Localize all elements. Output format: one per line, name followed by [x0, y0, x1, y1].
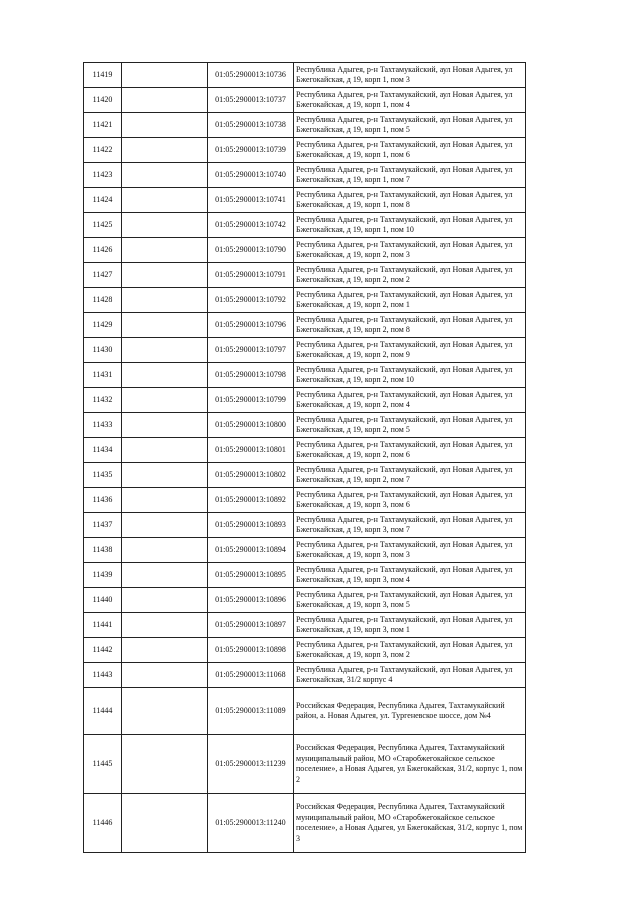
empty-cell	[122, 163, 208, 188]
empty-cell	[122, 488, 208, 513]
registry-table	[83, 62, 526, 853]
row-number-cell: 11446	[84, 794, 122, 853]
row-number-cell: 11433	[84, 413, 122, 438]
empty-cell	[122, 63, 208, 88]
row-number-cell: 11424	[84, 188, 122, 213]
row-number-cell: 11429	[84, 313, 122, 338]
address-cell: Республика Адыгея, р-н Тахтамукайский, аул Новая Адыгея, ул Бжегокайская, д 19, корп 1, пом 4	[294, 88, 526, 113]
address-cell: Республика Адыгея, р-н Тахтамукайский, аул Новая Адыгея, ул Бжегокайская, д 19, корп 3, пом 6	[294, 488, 526, 513]
cadastral-number-cell: 01:05:2900013:10802	[208, 463, 294, 488]
empty-cell	[122, 88, 208, 113]
table-row	[84, 438, 526, 463]
address-cell: Республика Адыгея, р-н Тахтамукайский, аул Новая Адыгея, ул Бжегокайская, д 19, корп 2, пом 7	[294, 463, 526, 488]
address-cell: Республика Адыгея, р-н Тахтамукайский, аул Новая Адыгея, ул Бжегокайская, д 19, корп 3, пом 5	[294, 588, 526, 613]
empty-cell	[122, 463, 208, 488]
row-number-cell: 11430	[84, 338, 122, 363]
row-number-cell: 11427	[84, 263, 122, 288]
address-cell: Республика Адыгея, р-н Тахтамукайский, аул Новая Адыгея, ул Бжегокайская, д 19, корп 2, пом 10	[294, 363, 526, 388]
address-cell: Республика Адыгея, р-н Тахтамукайский, аул Новая Адыгея, ул Бжегокайская, д 19, корп 1, пом 8	[294, 188, 526, 213]
cadastral-number-cell: 01:05:2900013:10801	[208, 438, 294, 463]
empty-cell	[122, 563, 208, 588]
address-cell: Республика Адыгея, р-н Тахтамукайский, аул Новая Адыгея, ул Бжегокайская, д 19, корп 1, пом 7	[294, 163, 526, 188]
cadastral-number-cell: 01:05:2900013:10738	[208, 113, 294, 138]
row-number-cell: 11419	[84, 63, 122, 88]
cadastral-number-cell: 01:05:2900013:10897	[208, 613, 294, 638]
row-number-cell: 11445	[84, 735, 122, 794]
row-number-cell: 11421	[84, 113, 122, 138]
table-row	[84, 588, 526, 613]
cadastral-number-cell: 01:05:2900013:10797	[208, 338, 294, 363]
empty-cell	[122, 138, 208, 163]
address-cell: Республика Адыгея, р-н Тахтамукайский, аул Новая Адыгея, ул Бжегокайская, д 19, корп 2, пом 3	[294, 238, 526, 263]
cadastral-number-cell: 01:05:2900013:10740	[208, 163, 294, 188]
row-number-cell: 11435	[84, 463, 122, 488]
empty-cell	[122, 363, 208, 388]
address-cell: Республика Адыгея, р-н Тахтамукайский, аул Новая Адыгея, ул Бжегокайская, д 19, корп 2, пом 2	[294, 263, 526, 288]
table-row	[84, 63, 526, 88]
cadastral-number-cell: 01:05:2900013:10894	[208, 538, 294, 563]
empty-cell	[122, 735, 208, 794]
empty-cell	[122, 388, 208, 413]
address-cell: Республика Адыгея, р-н Тахтамукайский, аул Новая Адыгея, ул Бжегокайская, д 19, корп 2, пом 1	[294, 288, 526, 313]
empty-cell	[122, 438, 208, 463]
table-row	[84, 163, 526, 188]
empty-cell	[122, 113, 208, 138]
cadastral-number-cell: 01:05:2900013:10893	[208, 513, 294, 538]
address-cell: Республика Адыгея, р-н Тахтамукайский, аул Новая Адыгея, ул Бжегокайская, д 19, корп 2, пом 8	[294, 313, 526, 338]
row-number-cell: 11437	[84, 513, 122, 538]
row-number-cell: 11438	[84, 538, 122, 563]
cadastral-number-cell: 01:05:2900013:10898	[208, 638, 294, 663]
row-number-cell: 11423	[84, 163, 122, 188]
table-row	[84, 613, 526, 638]
table-row	[84, 688, 526, 735]
table-row	[84, 313, 526, 338]
address-cell: Республика Адыгея, р-н Тахтамукайский, аул Новая Адыгея, ул Бжегокайская, д 19, корп 1, пом 10	[294, 213, 526, 238]
address-cell: Республика Адыгея, р-н Тахтамукайский, аул Новая Адыгея, ул Бжегокайская, д 19, корп 3, пом 3	[294, 538, 526, 563]
table-row	[84, 213, 526, 238]
empty-cell	[122, 238, 208, 263]
cadastral-number-cell: 01:05:2900013:10799	[208, 388, 294, 413]
cadastral-number-cell: 01:05:2900013:11240	[208, 794, 294, 853]
row-number-cell: 11441	[84, 613, 122, 638]
address-cell: Республика Адыгея, р-н Тахтамукайский, аул Новая Адыгея, ул Бжегокайская, д 19, корп 3, пом 7	[294, 513, 526, 538]
table-row	[84, 138, 526, 163]
table-row	[84, 238, 526, 263]
row-number-cell: 11431	[84, 363, 122, 388]
table-row	[84, 88, 526, 113]
cadastral-number-cell: 01:05:2900013:10798	[208, 363, 294, 388]
table-row	[84, 413, 526, 438]
table-row	[84, 513, 526, 538]
row-number-cell: 11444	[84, 688, 122, 735]
row-number-cell: 11440	[84, 588, 122, 613]
cadastral-number-cell: 01:05:2900013:10791	[208, 263, 294, 288]
cadastral-number-cell: 01:05:2900013:11068	[208, 663, 294, 688]
address-cell: Республика Адыгея, р-н Тахтамукайский, аул Новая Адыгея, ул Бжегокайская, д 19, корп 2, пом 5	[294, 413, 526, 438]
empty-cell	[122, 263, 208, 288]
address-cell: Республика Адыгея, р-н Тахтамукайский, аул Новая Адыгея, ул Бжегокайская, д 19, корп 1, пом 5	[294, 113, 526, 138]
table-row	[84, 538, 526, 563]
table-row	[84, 794, 526, 853]
empty-cell	[122, 588, 208, 613]
cadastral-number-cell: 01:05:2900013:10796	[208, 313, 294, 338]
table-row	[84, 388, 526, 413]
table-row	[84, 288, 526, 313]
table-row	[84, 735, 526, 794]
row-number-cell: 11442	[84, 638, 122, 663]
row-number-cell: 11434	[84, 438, 122, 463]
registry-body	[84, 63, 526, 853]
empty-cell	[122, 613, 208, 638]
address-cell: Республика Адыгея, р-н Тахтамукайский, аул Новая Адыгея, ул Бжегокайская, д 19, корп 3, пом 2	[294, 638, 526, 663]
table-row	[84, 663, 526, 688]
table-row	[84, 263, 526, 288]
cadastral-number-cell: 01:05:2900013:11089	[208, 688, 294, 735]
cadastral-number-cell: 01:05:2900013:10736	[208, 63, 294, 88]
empty-cell	[122, 288, 208, 313]
empty-cell	[122, 188, 208, 213]
address-cell: Республика Адыгея, р-н Тахтамукайский, аул Новая Адыгея, ул Бжегокайская, д 19, корп 1, пом 3	[294, 63, 526, 88]
cadastral-number-cell: 01:05:2900013:10790	[208, 238, 294, 263]
row-number-cell: 11420	[84, 88, 122, 113]
address-cell: Республика Адыгея, р-н Тахтамукайский, аул Новая Адыгея, ул Бжегокайская, д 19, корп 2, пом 9	[294, 338, 526, 363]
cadastral-number-cell: 01:05:2900013:10742	[208, 213, 294, 238]
row-number-cell: 11425	[84, 213, 122, 238]
table-row	[84, 338, 526, 363]
empty-cell	[122, 338, 208, 363]
cadastral-number-cell: 01:05:2900013:10892	[208, 488, 294, 513]
table-row	[84, 188, 526, 213]
address-cell: Республика Адыгея, р-н Тахтамукайский, аул Новая Адыгея, ул Бжегокайская, д 19, корп 1, пом 6	[294, 138, 526, 163]
row-number-cell: 11426	[84, 238, 122, 263]
empty-cell	[122, 538, 208, 563]
address-cell: Российская Федерация, Республика Адыгея, Тахтамукайский муниципальный район, МО «Старобжегокайское сельское поселение», а Новая Адыгея, ул Бжегокайская, 31/2, корпус 1, пом 3	[294, 794, 526, 853]
row-number-cell: 11428	[84, 288, 122, 313]
address-cell: Республика Адыгея, р-н Тахтамукайский, аул Новая Адыгея, ул Бжегокайская, д 19, корп 2, пом 6	[294, 438, 526, 463]
cadastral-number-cell: 01:05:2900013:10792	[208, 288, 294, 313]
empty-cell	[122, 413, 208, 438]
table-row	[84, 113, 526, 138]
cadastral-number-cell: 01:05:2900013:10800	[208, 413, 294, 438]
table-row	[84, 363, 526, 388]
row-number-cell: 11439	[84, 563, 122, 588]
empty-cell	[122, 513, 208, 538]
row-number-cell: 11432	[84, 388, 122, 413]
row-number-cell: 11436	[84, 488, 122, 513]
cadastral-number-cell: 01:05:2900013:10739	[208, 138, 294, 163]
cadastral-number-cell: 01:05:2900013:10896	[208, 588, 294, 613]
table-row	[84, 488, 526, 513]
address-cell: Российская Федерация, Республика Адыгея, Тахтамукайский муниципальный район, МО «Старобжегокайское сельское поселение», а Новая Адыгея, ул Бжегокайская, 31/2, корпус 1, пом 2	[294, 735, 526, 794]
cadastral-number-cell: 01:05:2900013:10737	[208, 88, 294, 113]
cadastral-number-cell: 01:05:2900013:10895	[208, 563, 294, 588]
cadastral-number-cell: 01:05:2900013:11239	[208, 735, 294, 794]
cadastral-number-cell: 01:05:2900013:10741	[208, 188, 294, 213]
empty-cell	[122, 638, 208, 663]
table-row	[84, 563, 526, 588]
empty-cell	[122, 663, 208, 688]
address-cell: Республика Адыгея, р-н Тахтамукайский, аул Новая Адыгея, ул Бжегокайская, 31/2 корпус 4	[294, 663, 526, 688]
row-number-cell: 11443	[84, 663, 122, 688]
empty-cell	[122, 688, 208, 735]
empty-cell	[122, 213, 208, 238]
address-cell: Республика Адыгея, р-н Тахтамукайский, аул Новая Адыгея, ул Бжегокайская, д 19, корп 3, пом 1	[294, 613, 526, 638]
empty-cell	[122, 313, 208, 338]
address-cell: Республика Адыгея, р-н Тахтамукайский, аул Новая Адыгея, ул Бжегокайская, д 19, корп 3, пом 4	[294, 563, 526, 588]
table-row	[84, 638, 526, 663]
address-cell: Российская Федерация, Республика Адыгея, Тахтамукайский район, а. Новая Адыгея, ул. Тургеневское шоссе, дом №4	[294, 688, 526, 735]
table-row	[84, 463, 526, 488]
address-cell: Республика Адыгея, р-н Тахтамукайский, аул Новая Адыгея, ул Бжегокайская, д 19, корп 2, пом 4	[294, 388, 526, 413]
empty-cell	[122, 794, 208, 853]
row-number-cell: 11422	[84, 138, 122, 163]
